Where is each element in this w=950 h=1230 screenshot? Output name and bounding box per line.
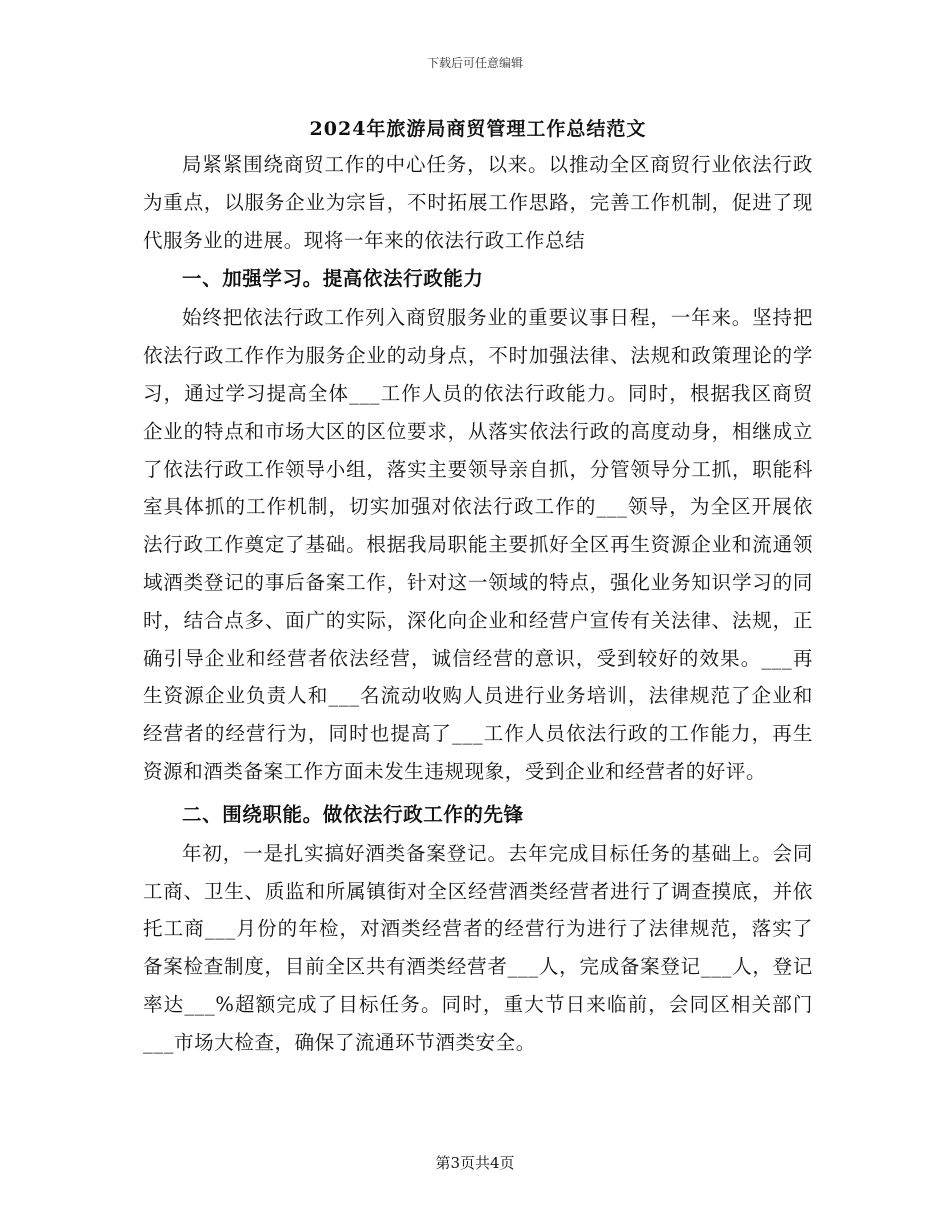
section-1-paragraph: 始终把依法行政工作列入商贸服务业的重要议事日程，一年来。坚持把依法行政工作作为服务企业的动身点，不时加强法律、法规和政策理论的学习，通过学习提高全体___工作人员的依法行政能力。同时，根据我区商贸企业的特点和市场大区的区位要求，从落实依法行政的高度动身，相继成立了依法行政工作领导小组，落实主要领导亲自抓，分管领导分工抓，职能科室具体抓的工作机制，切实加强对依法行政工作的___领导，为全区开展依法行政工作奠定了基础。根据我局职能主要抓好全区再生资源企业和流通领域酒类登记的事后备案工作，针对这一领域的特点，强化业务知识学习的同时，结合点多、面广的实际，深化向企业和经营户宣传有关法律、法规，正确引导企业和经营者依法经营，诚信经营的意识，受到较好的效果。___再生资源企业负责人和___名流动收购人员进行业务培训，法律规范了企业和经营者的经营行为，同时也提高了___工作人员依法行政的工作能力，再生资源和酒类备案工作方面未发生违规现象，受到企业和经营者的好评。 [143,306,813,783]
header-note: 下载后可任意编辑 [426,56,523,70]
document-body [143,112,813,1062]
section-2-heading: 二、围绕职能。做依法行政工作的先锋 [182,802,524,826]
intro-paragraph: 局紧紧围绕商贸工作的中心任务，以来。以推动全区商贸行业依法行政为重点，以服务企业为宗旨，不时拓展工作思路，完善工作机制，促进了现代服务业的进展。现将一年来的依法行政工作总结 [143,153,813,252]
section-2-paragraph: 年初，一是扎实搞好酒类备案登记。去年完成目标任务的基础上。会同工商、卫生、质监和所属镇街对全区经营酒类经营者进行了调查摸底，并依托工商___月份的年检，对酒类经营者的经营行为进行了法律规范，落实了备案检查制度，目前全区共有酒类经营者___人，完成备案登记___人，登记率达___%超额完成了目标任务。同时，重大节日来临前，会同区相关部门___市场大检查，确保了流通环节酒类安全。 [143,841,813,1054]
page-number: 第3页共4页 [435,1154,515,1172]
section-1-heading: 一、加强学习。提高依法行政能力 [182,267,484,291]
document-title: 2024年旅游局商贸管理工作总结范文 [309,118,647,140]
